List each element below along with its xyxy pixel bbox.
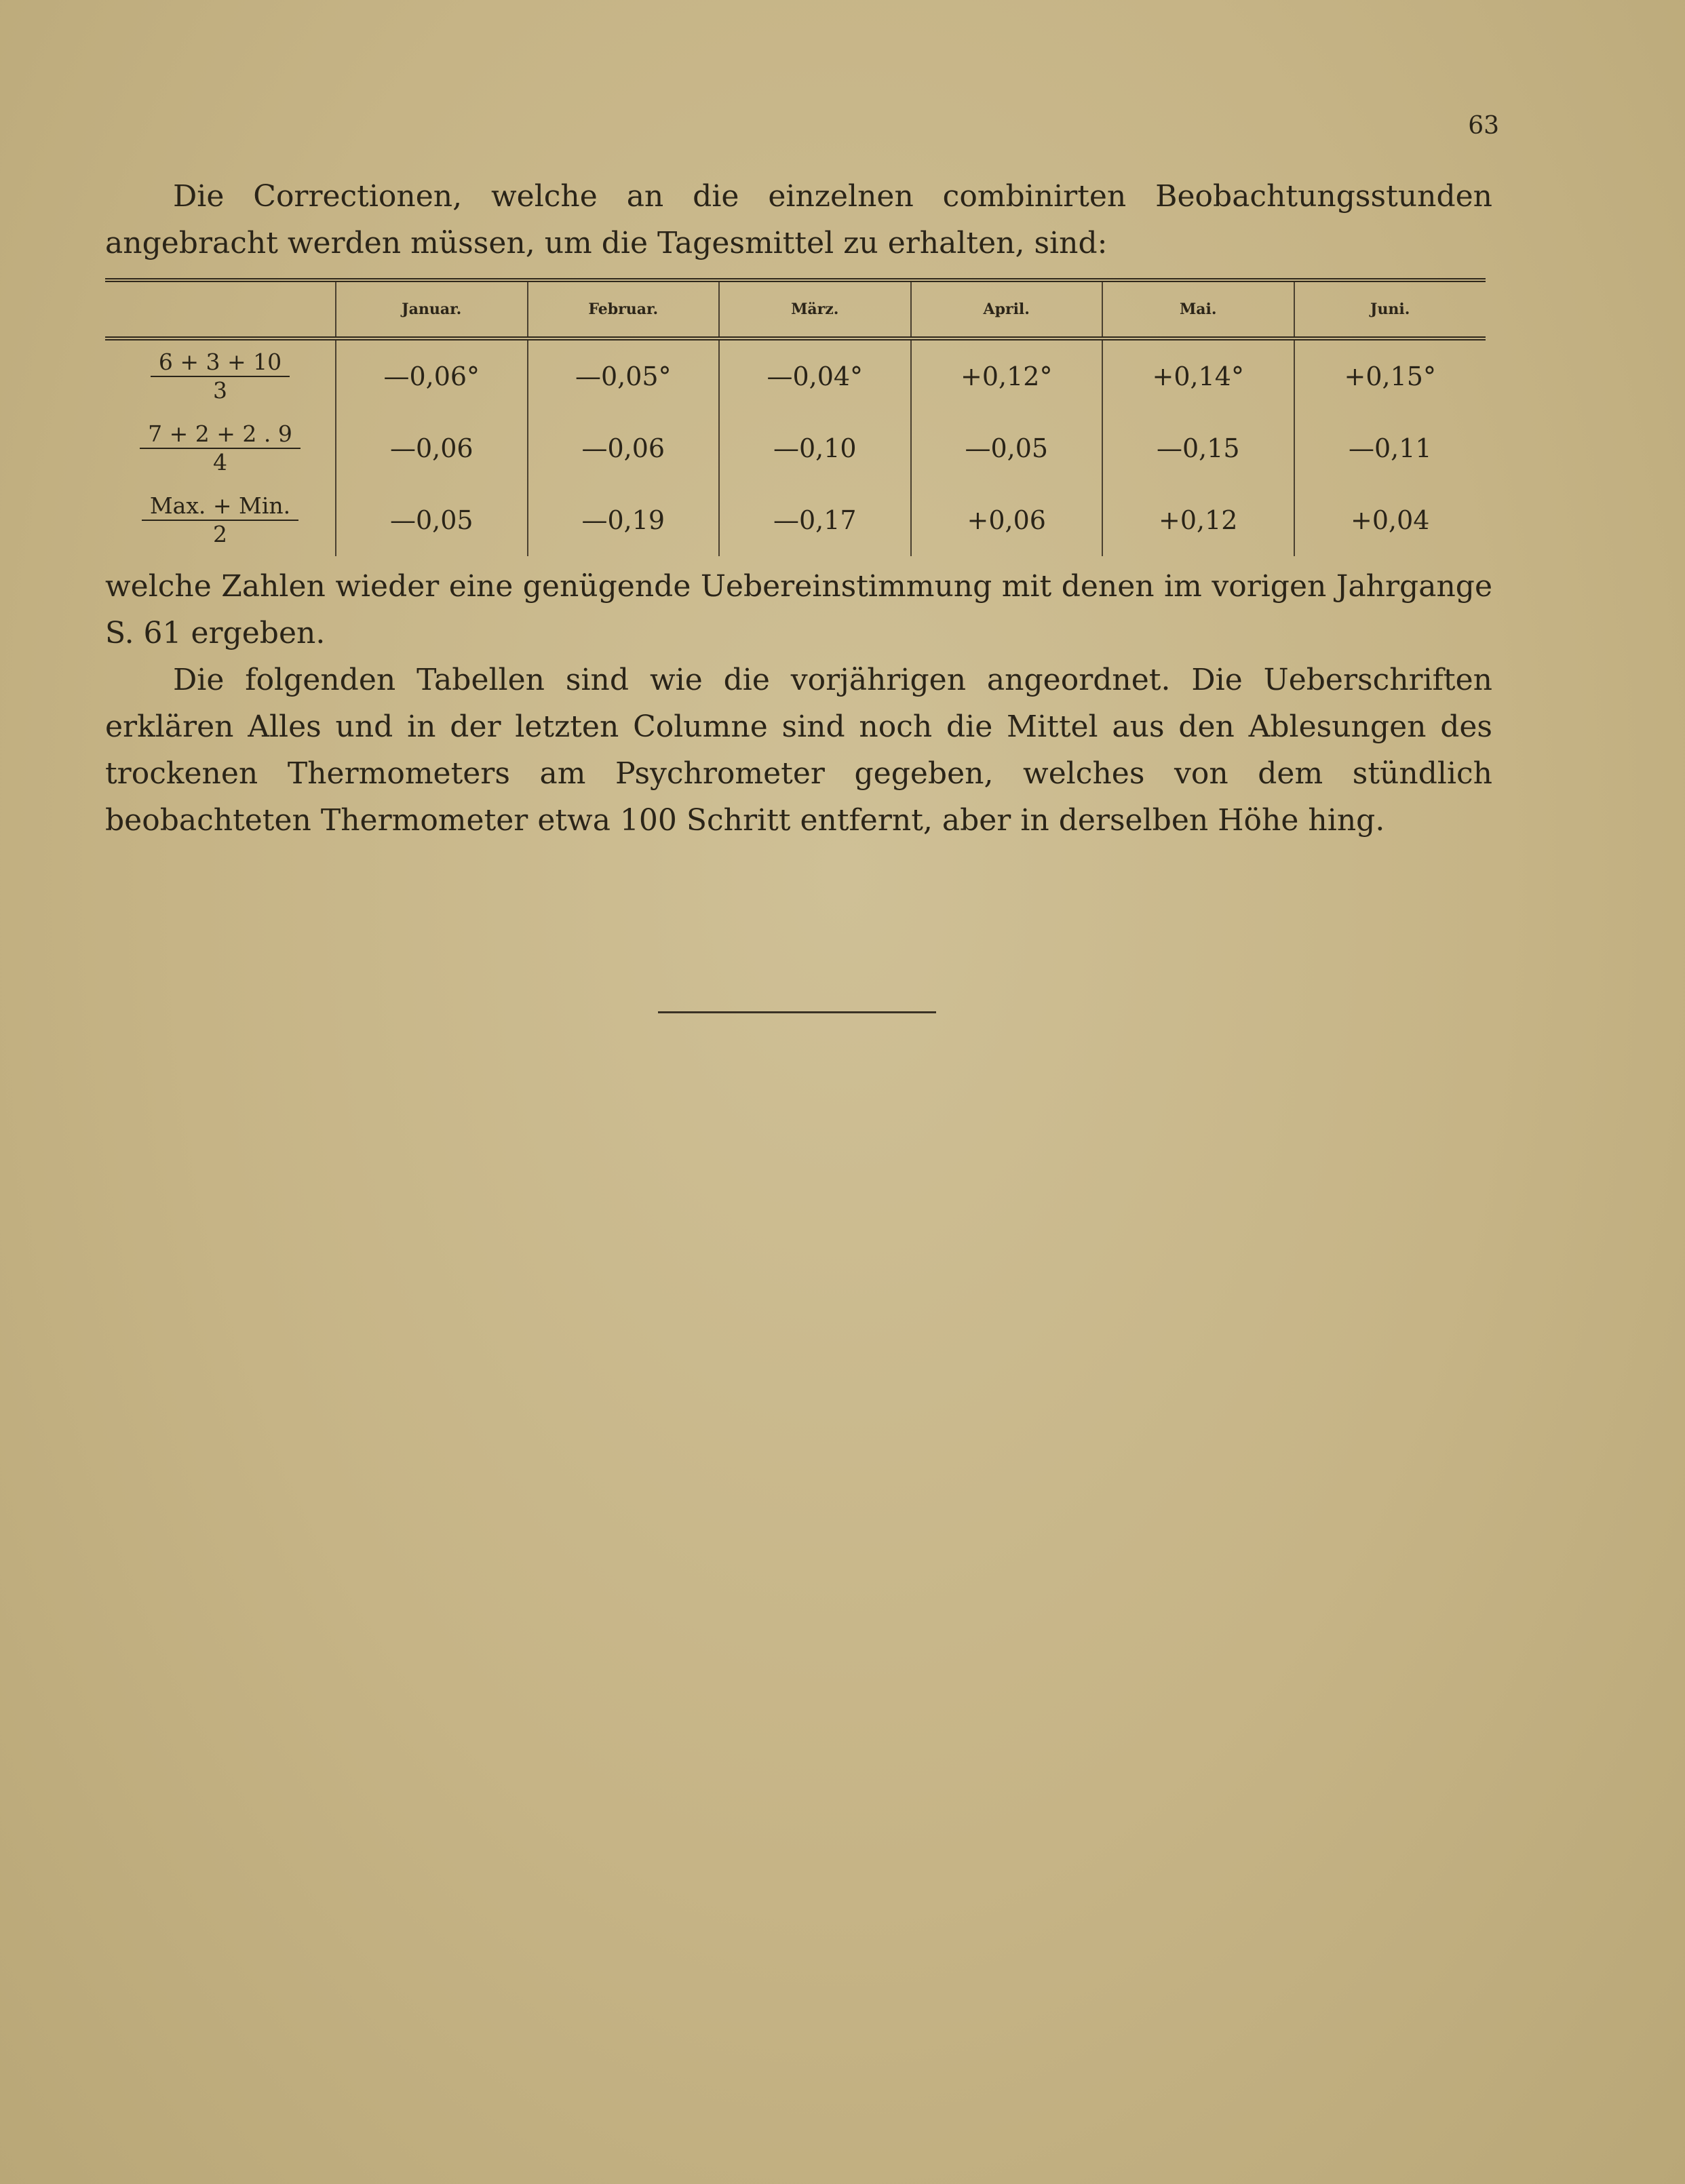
table-header-row	[105, 280, 1486, 338]
table-row	[105, 484, 1486, 556]
header-april: April.	[911, 280, 1103, 338]
header-januar: Januar.	[336, 280, 528, 338]
table-cell: +0,04	[1294, 484, 1486, 556]
end-rule	[658, 1011, 936, 1013]
formula-numerator: Max. + Min.	[142, 492, 298, 521]
row-formula	[105, 484, 336, 556]
intro-paragraph: Die Correctionen, welche an die einzelnen combinirten Beobachtungsstunden angebracht werden müssen, um die Tagesmittel zu erhalten, sind:	[105, 179, 1492, 260]
table-cell: —0,11	[1294, 412, 1486, 484]
table-cell: +0,14°	[1102, 338, 1294, 412]
closing-paragraph: Die folgenden Tabellen sind wie die vorjährigen angeordnet. Die Ueberschriften erklären Alles und in der letzten Columne sind noch die Mittel aus den Ablesungen des trockenen Thermometers am Psychrometer gegeben, welches von dem stündlich beobachteten Thermometer etwa 100 Schritt entfernt, aber in derselben Höhe hing.	[105, 663, 1492, 838]
corrections-table	[105, 278, 1486, 556]
table-cell: +0,12	[1102, 484, 1294, 556]
table-cell: —0,19	[528, 484, 720, 556]
formula-numerator: 7 + 2 + 2 . 9	[140, 421, 301, 449]
table-cell: —0,06	[336, 412, 528, 484]
formula-denominator: 2	[213, 521, 227, 547]
page-number: 63	[1468, 112, 1499, 140]
table-cell: —0,06	[528, 412, 720, 484]
table-cell: +0,15°	[1294, 338, 1486, 412]
table-cell: —0,10	[719, 412, 911, 484]
table-cell: —0,05	[911, 412, 1103, 484]
row-formula	[105, 338, 336, 412]
row-formula	[105, 412, 336, 484]
table-cell: +0,12°	[911, 338, 1103, 412]
formula-denominator: 4	[213, 449, 227, 475]
table-cell: —0,15	[1102, 412, 1294, 484]
table-row	[105, 412, 1486, 484]
header-corner	[105, 280, 336, 338]
header-februar: Februar.	[528, 280, 720, 338]
header-juni: Juni.	[1294, 280, 1486, 338]
formula-numerator: 6 + 3 + 10	[151, 349, 290, 377]
table-cell: —0,05	[336, 484, 528, 556]
table-cell: —0,06°	[336, 338, 528, 412]
header-mai: Mai.	[1102, 280, 1294, 338]
header-maerz: März.	[719, 280, 911, 338]
table-cell: —0,05°	[528, 338, 720, 412]
table-cell: —0,04°	[719, 338, 911, 412]
formula-denominator: 3	[213, 377, 227, 404]
table-row	[105, 338, 1486, 412]
after-table-paragraph: welche Zahlen wieder eine genügende Uebereinstimmung mit denen im vorigen Jahrgange S. 61 ergeben.	[105, 569, 1492, 650]
table-cell: +0,06	[911, 484, 1103, 556]
table-cell: —0,17	[719, 484, 911, 556]
